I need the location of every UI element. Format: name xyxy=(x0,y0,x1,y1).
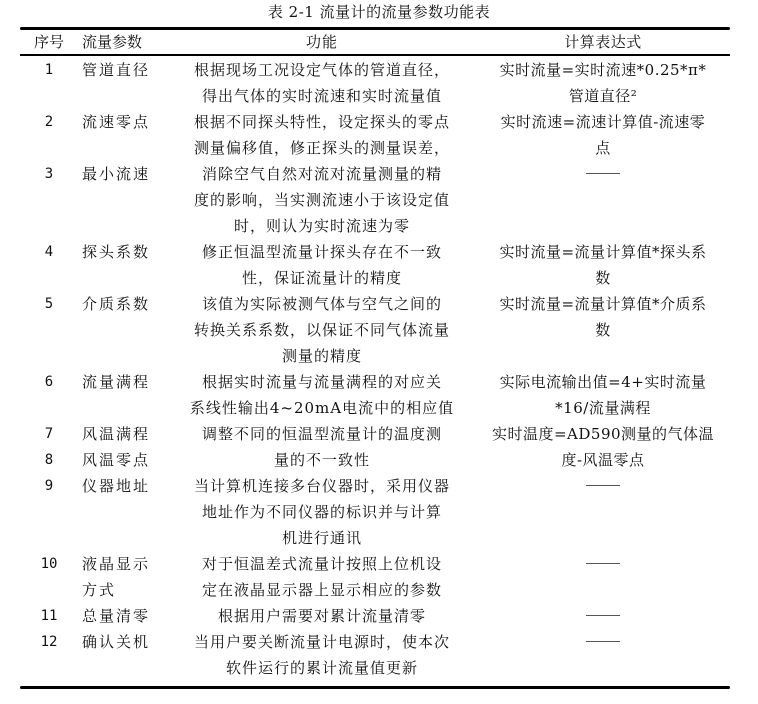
function-description-line: 度的影响，当实测流速小于该设定值 xyxy=(193,191,450,209)
function-description-line: 测量的精度 xyxy=(281,347,362,365)
function-description-line: 软件运行的累计流量值更新 xyxy=(225,659,418,677)
parameter-name-line: 最小流速 xyxy=(82,165,151,183)
parameter-name-line: 流速零点 xyxy=(82,113,151,131)
calculation-expression xyxy=(472,421,734,447)
calculation-expression xyxy=(472,161,734,239)
parameter-name-line: 方式 xyxy=(82,581,117,599)
function-description-line: 调整不同的恒温型流量计的温度测 xyxy=(201,425,442,443)
column-header-param: 流量参数 xyxy=(82,33,143,51)
calculation-expression-line: 实时流速=流速计算值-流速零 xyxy=(500,113,706,131)
calculation-expression xyxy=(472,629,734,681)
row-number: 10 xyxy=(40,556,58,572)
function-description-line: 对于恒温差式流量计按照上位机设 xyxy=(201,555,442,573)
function-description-line: 转换关系系数，以保证不同气体流量 xyxy=(193,321,450,339)
parameter-name xyxy=(78,447,172,473)
calculation-expression-line: 实际电流输出值=4+实时流量 xyxy=(499,373,707,391)
parameter-name-line: 仪器地址 xyxy=(82,477,151,495)
table-row xyxy=(20,603,734,629)
parameter-function-table xyxy=(20,30,734,681)
table-bottom-rule xyxy=(20,686,730,689)
not-applicable-dash xyxy=(586,615,620,616)
calculation-expression xyxy=(472,603,734,629)
parameter-name-line: 探头系数 xyxy=(82,243,151,261)
function-description-line: 根据现场工况设定气体的管道直径， xyxy=(193,61,450,79)
parameter-name xyxy=(78,291,172,369)
function-description xyxy=(172,55,472,109)
function-description xyxy=(172,369,472,421)
calculation-expression-line: 点 xyxy=(595,139,611,157)
calculation-expression xyxy=(472,291,734,369)
row-number: 8 xyxy=(44,452,54,468)
table-row xyxy=(20,369,734,421)
function-description-line: 根据用户需要对累计流量清零 xyxy=(217,607,426,625)
parameter-name-line: 液晶显示 xyxy=(82,555,151,573)
function-description-line: 定在液晶显示器上显示相应的参数 xyxy=(201,581,442,599)
parameter-name xyxy=(78,55,172,109)
function-description-line: 量的不一致性 xyxy=(273,451,370,469)
function-description xyxy=(172,473,472,551)
calculation-expression-line xyxy=(472,473,734,499)
row-number: 9 xyxy=(44,478,54,494)
calculation-expression-line: *16/流量满程 xyxy=(555,399,651,417)
calculation-expression xyxy=(472,447,734,473)
function-description-line: 得出气体的实时流速和实时流量值 xyxy=(201,87,442,105)
not-applicable-dash xyxy=(586,563,620,564)
parameter-name xyxy=(78,161,172,239)
calculation-expression-line: 度-风温零点 xyxy=(561,451,645,469)
table-row xyxy=(20,291,734,369)
calculation-expression-line: 实时温度=AD590测量的气体温 xyxy=(491,425,715,443)
table-row xyxy=(20,239,734,291)
parameter-name xyxy=(78,421,172,447)
not-applicable-dash xyxy=(586,641,620,642)
calculation-expression-line xyxy=(472,161,734,187)
row-number: 4 xyxy=(44,244,54,260)
calculation-expression-line: 实时流量=实时流速*0.25*π* xyxy=(499,61,707,79)
function-description xyxy=(172,447,472,473)
table-caption: 表 2-1 流量计的流量参数功能表 xyxy=(267,3,491,21)
parameter-name xyxy=(78,369,172,421)
parameter-name xyxy=(78,109,172,161)
table-row xyxy=(20,629,734,681)
calculation-expression-line: 数 xyxy=(595,321,611,339)
function-description-line: 性，保证流量计的精度 xyxy=(241,269,402,287)
function-description-line: 该值为实际被测气体与空气之间的 xyxy=(201,295,442,313)
function-description-line: 根据不同探头特性，设定探头的零点 xyxy=(193,113,450,131)
function-description-line: 当计算机连接多台仪器时，采用仪器 xyxy=(193,477,450,495)
row-number: 7 xyxy=(44,426,54,442)
calculation-expression-line xyxy=(472,629,734,655)
table-row xyxy=(20,421,734,447)
row-number: 2 xyxy=(44,114,54,130)
function-description xyxy=(172,629,472,681)
calculation-expression-line: 实时流量=流量计算值*探头系 xyxy=(499,243,707,261)
table-header-row xyxy=(20,30,734,55)
not-applicable-dash xyxy=(586,173,620,174)
calculation-expression-line: 实时流量=流量计算值*介质系 xyxy=(499,295,707,313)
function-description-line: 消除空气自然对流对流量测量的精 xyxy=(201,165,442,183)
row-number: 6 xyxy=(44,374,54,390)
parameter-name-line: 介质系数 xyxy=(82,295,151,313)
function-description xyxy=(172,291,472,369)
row-number: 1 xyxy=(44,62,54,78)
row-number: 12 xyxy=(40,634,58,650)
calculation-expression xyxy=(472,109,734,161)
column-header-function: 功能 xyxy=(305,33,338,51)
table-row xyxy=(20,447,734,473)
column-header-expression: 计算表达式 xyxy=(564,33,642,51)
function-description-line: 系线性输出4~20mA电流中的相应值 xyxy=(189,399,455,417)
not-applicable-dash xyxy=(586,485,620,486)
table-row xyxy=(20,55,734,109)
calculation-expression-line xyxy=(472,551,734,577)
calculation-expression-line: 数 xyxy=(595,269,611,287)
parameter-name xyxy=(78,629,172,681)
function-description-line: 根据实时流量与流量满程的对应关 xyxy=(201,373,442,391)
function-description-line: 测量偏移值，修正探头的测量误差， xyxy=(193,139,450,157)
table-row xyxy=(20,551,734,603)
parameter-name xyxy=(78,473,172,551)
calculation-expression-line xyxy=(472,603,734,629)
parameter-name xyxy=(78,239,172,291)
calculation-expression-line: 管道直径² xyxy=(568,87,638,105)
parameter-name-line: 流量满程 xyxy=(82,373,151,391)
parameter-name-line: 总量清零 xyxy=(82,607,151,625)
column-header-no: 序号 xyxy=(33,33,64,51)
function-description-line: 时，则认为实时流速为零 xyxy=(233,217,410,235)
function-description-line: 地址作为不同仪器的标识并与计算 xyxy=(201,503,442,521)
calculation-expression xyxy=(472,473,734,551)
function-description xyxy=(172,551,472,603)
calculation-expression xyxy=(472,369,734,421)
calculation-expression xyxy=(472,239,734,291)
calculation-expression xyxy=(472,551,734,603)
function-description-line: 当用户要关断流量计电源时，使本次 xyxy=(193,633,450,651)
parameter-name-line: 风温满程 xyxy=(82,425,151,443)
function-description xyxy=(172,603,472,629)
function-description-line: 机进行通讯 xyxy=(281,529,362,547)
parameter-name xyxy=(78,551,172,603)
row-number: 5 xyxy=(44,296,54,312)
calculation-expression xyxy=(472,55,734,109)
table-row xyxy=(20,109,734,161)
function-description xyxy=(172,421,472,447)
parameter-name xyxy=(78,603,172,629)
row-number: 3 xyxy=(44,166,54,182)
function-description xyxy=(172,239,472,291)
table-row xyxy=(20,473,734,551)
function-description xyxy=(172,161,472,239)
parameter-name-line: 确认关机 xyxy=(82,633,151,651)
table-body xyxy=(20,55,734,681)
table-row xyxy=(20,161,734,239)
parameter-name-line: 管道直径 xyxy=(82,61,151,79)
parameter-name-line: 风温零点 xyxy=(82,451,151,469)
row-number: 11 xyxy=(40,608,58,624)
function-description-line: 修正恒温型流量计探头存在不一致 xyxy=(201,243,442,261)
function-description xyxy=(172,109,472,161)
